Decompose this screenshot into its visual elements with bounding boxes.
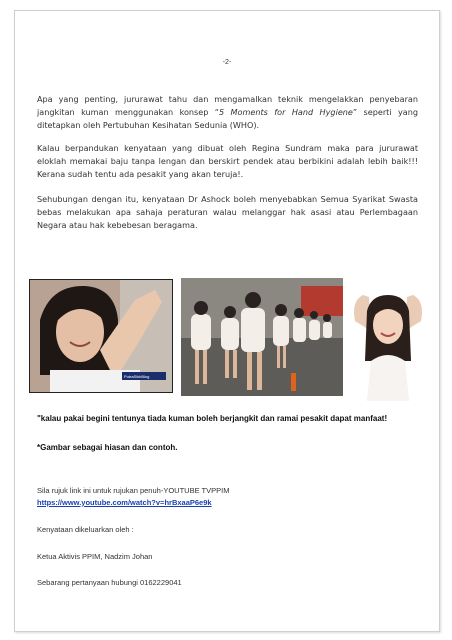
photo-smiling-woman: [349, 291, 427, 401]
reference-text: Sila rujuk link ini untuk rujukan penuh-YOUTUBE TVPPIM: [37, 486, 230, 495]
photo-3-illustration: [349, 291, 427, 401]
signatory-name: Ketua Aktivis PPIM, Nadzim Johan: [37, 552, 153, 561]
hand-hygiene-term: 5 Moments for Hand Hygiene: [219, 107, 353, 117]
paragraph-1-end: ” seperti yang ditetapkan oleh Pertubuhan Kesihatan Sedunia (WHO).: [37, 107, 419, 130]
image-caption: *Gambar sebagai hiasan dan contoh.: [37, 443, 178, 452]
youtube-link[interactable]: https://www.youtube.com/watch?v=hrBxaaP6e9k: [37, 498, 212, 507]
photo-1-illustration: [30, 280, 172, 392]
photo-marching-nurses: [181, 278, 343, 396]
document-page: [14, 10, 440, 632]
page-number: -2-: [222, 59, 232, 66]
photo-woman-raised-arm: [29, 279, 173, 393]
paragraph-1: [37, 93, 418, 132]
paragraph-1-start: Apa yang penting, jururawat tahu dan mengamalkan teknik mengelakkan penyebaran jangkitan kuman menggunakan konsep “: [37, 94, 418, 117]
quote-text: "kalau pakai begini tentunya tiada kuman boleh berjangkit dan ramai pesakit dapat manfaat!: [37, 414, 388, 423]
paragraph-2: Kalau berpandukan kenyataan yang dibuat oleh Regina Sundram maka para jururawat eloklah memakai baju tanpa lengan dan berskirt pendek atau berbikini adalah lebih baik!!! Kerana sudah tentu ada pesakit yang akan teruja!.: [37, 143, 418, 179]
contact-info: Sebarang pertanyaan hubungi 0162229041: [37, 578, 182, 587]
paragraph-3: Sehubungan dengan itu, kenyataan Dr Ashock boleh menyebabkan Semua Syarikat Swasta bebas melakukan apa sahaja peraturan walau melanggar hak asasi atau Perlembagaan Negara atau hak kebebesan beragama.: [37, 194, 418, 230]
photo-2-illustration: [181, 278, 343, 396]
issued-by-label: Kenyataan dikeluarkan oleh :: [37, 525, 134, 534]
photo-1-watermark: PutraSikhBlog: [124, 374, 150, 379]
